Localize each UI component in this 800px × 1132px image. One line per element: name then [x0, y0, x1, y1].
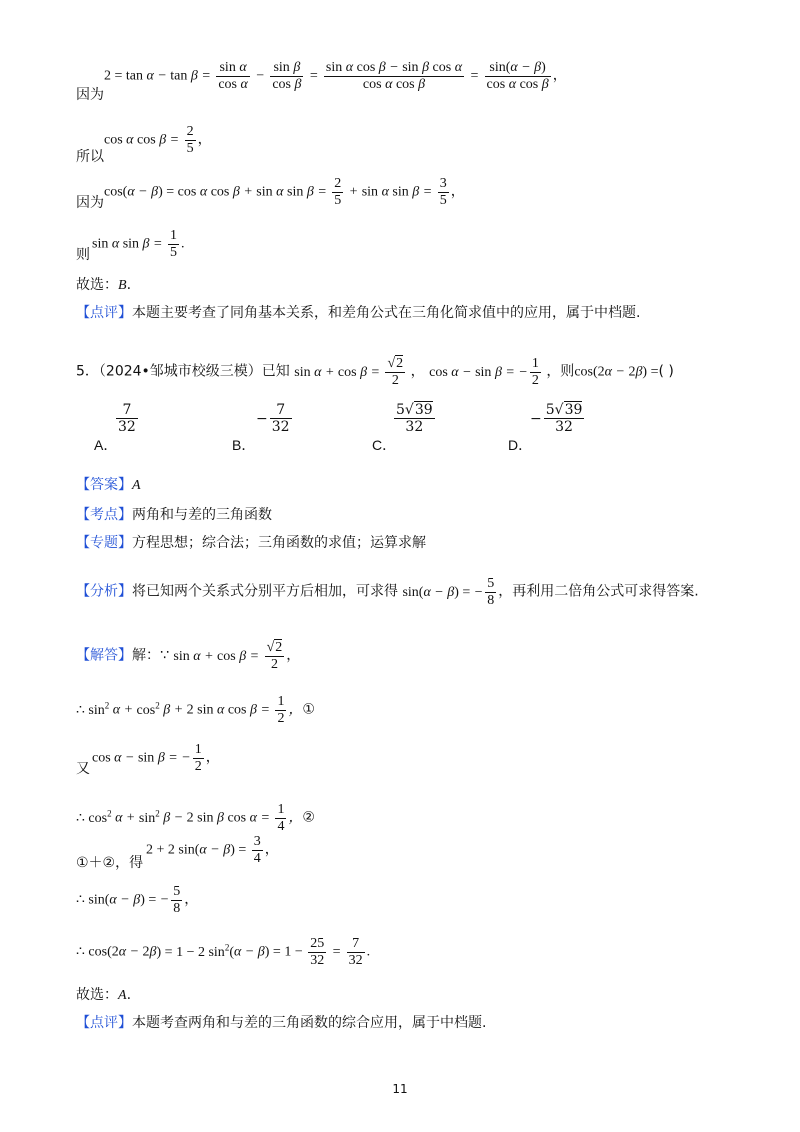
- option-d-label: D．: [508, 437, 533, 453]
- equation-square-2: ∴ $\cos^2 \alpha + \sin^2 \beta - 2$ sin β cos α = $\frac{1}{4}$ ，②: [76, 802, 315, 834]
- option-c-label: C．: [372, 437, 397, 453]
- choose-b: 故选：B.: [76, 277, 132, 293]
- comment-2: [76, 1014, 760, 1032]
- text-because-2: 因为: [76, 195, 104, 211]
- mark-1: ，①: [288, 701, 315, 718]
- choose-b-prefix: 故选：: [76, 277, 118, 293]
- question-5: 5．（2024•邹城市校级三模）已知 sin α + cos β = $\frac{√2}{2}$ ， cos α − sin β = − $\frac{1}{2}$ ，则cos(2α − 2β) =( ): [76, 356, 674, 388]
- text-sum: ①＋②，得: [76, 855, 144, 871]
- mark-2: ，②: [288, 809, 315, 826]
- jieda-tag: 【解答】: [76, 647, 132, 664]
- option-b-label: B．: [232, 437, 256, 453]
- jieda-condition-1: sin α + cos β = $\frac{√2}{2}$: [173, 640, 283, 672]
- text-because-1: 因为: [76, 87, 104, 103]
- comment-tag-1: 【点评】: [76, 305, 132, 321]
- comment-text-2: 本题考查两角和与差的三角函数的综合应用，属于中档题.: [132, 1015, 487, 1031]
- answer-line: [76, 476, 760, 495]
- fenxi-line: [76, 576, 760, 609]
- kaodian-tag: 【考点】: [76, 507, 132, 523]
- jieda-line: 【解答】解：∵ sin α + cos β = $\frac{√2}{2}$ ，: [76, 640, 301, 672]
- choose-a-prefix: 故选：: [76, 987, 118, 1003]
- equation-final: ∴ cos(2α − 2β) = 1 − 2 $\sin^2(\alpha - \beta) = 1$ − $\frac{25}{32}$ = $\frac{7}{32}$ .: [76, 936, 371, 968]
- q5-prefix: 5．（2024•邹城市校级三模）已知: [76, 363, 290, 380]
- choose-a: 故选：A.: [76, 987, 132, 1003]
- equation-tan-diff: 2 = tan α − tan β = $\frac{\text{sin α}}{\text{cos α}}$ − $\frac{\text{sin β}}{\text{cos β}}$ = $\frac{\text{sin α cos β − sin β cos α}}{\text{cos α cos β}}$ = $\frac{\sin(\alpha - \beta)}{\text{cos α cos β}}$ ，: [104, 60, 567, 92]
- q5-then: ，则: [546, 363, 575, 380]
- text-again: 又: [76, 761, 90, 777]
- kaodian-text: 两角和与差的三角函数: [132, 507, 272, 523]
- jieda-text-a: 解：∵: [132, 647, 169, 664]
- fenxi-text-a: 将已知两个关系式分别平方后相加，可求得: [132, 583, 398, 600]
- equation-cos-product: cos α cos β = $\frac{2}{5}$ ，: [104, 124, 212, 156]
- kaodian-line: [76, 506, 760, 524]
- q5-target: cos(2α − 2β) =: [574, 364, 659, 380]
- equation-sum: 2 + 2 sin(α − β) = $\frac{3}{4}$ ，: [146, 834, 279, 866]
- option-d[interactable]: − $\frac{5√39}{32}$ D．: [508, 402, 583, 453]
- q5-condition-1: sin α + cos β = $\frac{√2}{2}$: [294, 356, 404, 388]
- fenxi-text-b: ，再利用二倍角公式可求得答案.: [498, 583, 699, 600]
- equation-sin-product: sin α sin β = $\frac{1}{5}$ .: [92, 228, 185, 260]
- equation-square-1: ∴ $\sin^2 \alpha + \cos^2 \beta + 2$ sin α cos β = $\frac{1}{2}$ ，①: [76, 694, 315, 726]
- equation-condition-2: cos α − sin β = − $\frac{1}{2}$ ，: [92, 742, 220, 774]
- text-so: 所以: [76, 149, 104, 165]
- choose-b-letter: B: [118, 278, 127, 293]
- q5-paren: ( ): [658, 363, 674, 380]
- option-a-label: A．: [94, 437, 118, 453]
- fenxi-result: sin(α − β) = − $\frac{5}{8}$: [402, 576, 495, 608]
- zhuanti-line: [76, 534, 760, 552]
- equation-cos-diff: cos(α − β) = cos α cos β + sin α sin β = $\frac{2}{5}$ + sin α sin β = $\frac{3}{5}$ ，: [104, 176, 465, 208]
- answer-value: A: [132, 478, 141, 493]
- option-b[interactable]: − $\frac{7}{32}$ B．: [232, 402, 290, 453]
- text-then: 则: [76, 247, 90, 263]
- choose-a-letter: A: [118, 988, 127, 1003]
- page-number: 11: [392, 1082, 408, 1096]
- comment-tag-2: 【点评】: [76, 1015, 132, 1031]
- q5-condition-2: cos α − sin β = − $\frac{1}{2}$: [429, 356, 539, 388]
- equation-sin-diff: ∴ sin(α − β) = − $\frac{5}{8}$ ，: [76, 884, 199, 916]
- zhuanti-text: 方程思想；综合法；三角函数的求值；运算求解: [132, 535, 426, 551]
- answer-tag: 【答案】: [76, 477, 132, 493]
- comment-1: [76, 304, 760, 322]
- option-a[interactable]: $\frac{7}{32}$ A．: [94, 402, 136, 453]
- zhuanti-tag: 【专题】: [76, 535, 132, 551]
- fenxi-tag: 【分析】: [76, 583, 132, 600]
- comment-text-1: 本题主要考查了同角基本关系，和差角公式在三角化简求值中的应用，属于中档题.: [132, 305, 641, 321]
- option-c[interactable]: $\frac{5√39}{32}$ C．: [372, 402, 433, 453]
